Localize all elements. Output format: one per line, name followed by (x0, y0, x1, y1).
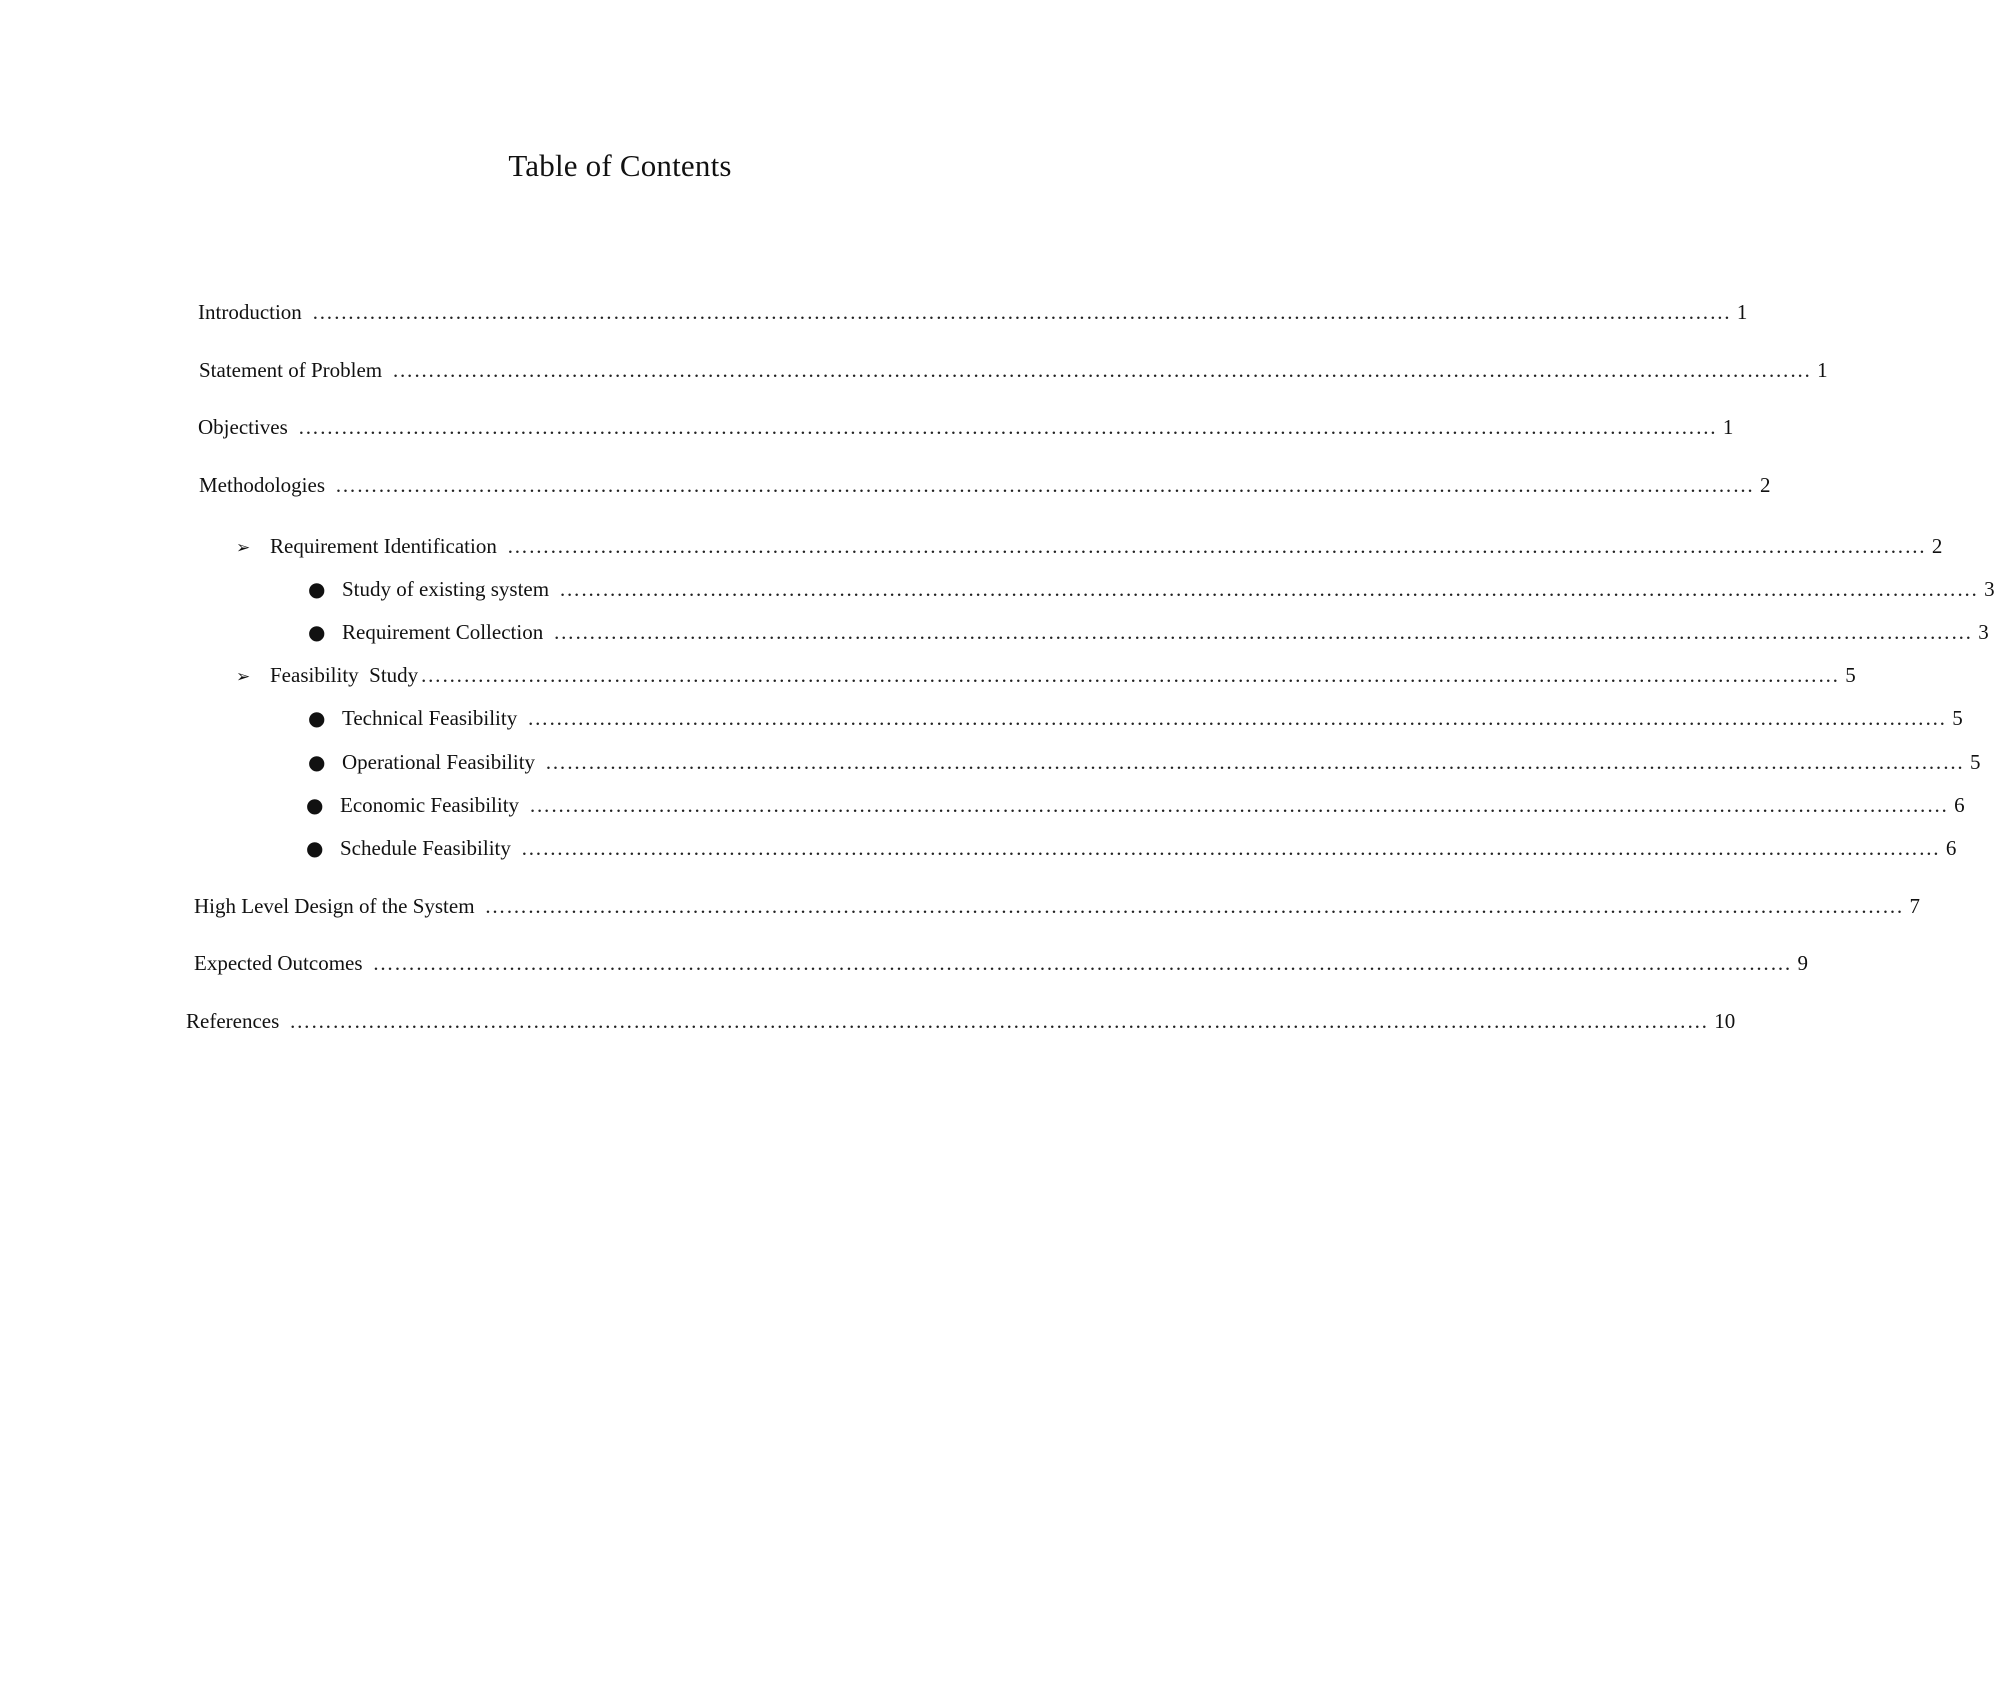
round-bullet-icon: ● (308, 577, 326, 601)
toc-page-number: 3 (1984, 577, 1995, 601)
toc-leader-dots: ……………………………………………………………………………………………………………………………………………………………………………… (297, 415, 1717, 439)
toc-entry-label: Economic Feasibility (340, 793, 520, 817)
toc-entry-label: References (186, 1009, 280, 1033)
toc-leader-dots: ……………………………………………………………………………………………………………………………………………………………………………… (484, 894, 1904, 918)
page-title: Table of Contents (508, 148, 732, 183)
toc-leader-dots: ……………………………………………………………………………………………………………………………………………………………………………… (553, 620, 1973, 644)
toc-leader-dots: ……………………………………………………………………………………………………………………………………………………………………………… (335, 473, 1754, 497)
round-bullet-icon: ● (306, 793, 324, 817)
toc-page-number: 1 (1736, 300, 1748, 324)
arrow-bullet-icon: ➢ (236, 667, 251, 687)
round-bullet-icon: ● (308, 620, 326, 644)
toc-leader-dots: ……………………………………………………………………………………………………………………………………………………………………………… (559, 577, 1979, 601)
toc-entry-requirement-identification (236, 532, 1943, 562)
round-bullet-icon: ● (308, 750, 326, 774)
toc-entry-label: Introduction (198, 300, 302, 324)
toc-entry-technical-feasibility (308, 704, 1963, 732)
toc-leader-dots: ……………………………………………………………………………………………………………………………………………………………………………… (392, 358, 1812, 382)
toc-entry-label: Feasibility Study (270, 663, 419, 687)
toc-entry-label: Statement of Problem (199, 358, 383, 382)
toc-entry-feasibility-study (236, 661, 1856, 691)
toc-entry-statement-of-problem (199, 356, 1828, 384)
toc-page-number: 9 (1797, 951, 1809, 975)
toc-entry-label: High Level Design of the System (194, 894, 475, 918)
toc-entry-economic-feasibility (306, 791, 1965, 819)
toc-entry-expected-outcomes (194, 949, 1809, 977)
toc-entry-label: Expected Outcomes (194, 951, 363, 975)
toc-page-number: 7 (1909, 894, 1921, 918)
toc-page-number: 6 (1945, 836, 1957, 860)
toc-leader-dots: ……………………………………………………………………………………………………………………………………………………………………………… (311, 300, 1731, 324)
toc-entry-label: Methodologies (199, 473, 325, 497)
toc-leader-dots: ……………………………………………………………………………………………………………………………………………………………………………… (506, 534, 1926, 558)
toc-entry-label: Requirement Identification (270, 534, 497, 558)
toc-leader-dots: ……………………………………………………………………………………………………………………………………………………………………………… (520, 836, 1940, 860)
toc-page-number: 6 (1954, 793, 1965, 817)
toc-entry-introduction (198, 298, 1748, 326)
toc-entry-references (186, 1007, 1736, 1035)
toc-entry-label: Operational Feasibility (342, 750, 536, 774)
toc-page-number: 5 (1952, 706, 1963, 730)
toc-leader-dots: ……………………………………………………………………………………………………………………………………………………………………………… (527, 706, 1947, 730)
toc-entry-requirement-collection (308, 618, 1989, 646)
toc-page-number: 5 (1845, 663, 1856, 687)
toc-page-number: 2 (1760, 473, 1771, 497)
toc-entry-label: Study of existing system (342, 577, 550, 601)
toc-page-number: 1 (1722, 415, 1734, 439)
toc-page-number: 3 (1978, 620, 1989, 644)
toc-entry-label: Requirement Collection (342, 620, 544, 644)
toc-page-number: 10 (1714, 1009, 1736, 1033)
toc-entry-high-level-design (194, 892, 1921, 920)
round-bullet-icon: ● (308, 706, 326, 730)
toc-leader-dots: ……………………………………………………………………………………………………………………………………………………………………………… (372, 951, 1792, 975)
toc-leader-dots: ……………………………………………………………………………………………………………………………………………………………………………… (529, 793, 1949, 817)
toc-leader-dots: ……………………………………………………………………………………………………………………………………………………………………………… (545, 750, 1965, 774)
toc-entry-methodologies (199, 471, 1771, 499)
toc-entry-label: Schedule Feasibility (340, 836, 511, 860)
toc-page-number: 1 (1817, 358, 1828, 382)
round-bullet-icon: ● (306, 836, 324, 860)
toc-entry-schedule-feasibility (306, 834, 1957, 862)
toc-leader-dots: ……………………………………………………………………………………………………………………………………………………………………………… (420, 663, 1840, 687)
toc-entry-study-of-existing-system (308, 575, 1995, 603)
toc-entry-operational-feasibility (308, 748, 1981, 776)
arrow-bullet-icon: ➢ (236, 538, 251, 558)
toc-entry-label: Technical Feasibility (342, 706, 518, 730)
toc-page-number: 5 (1970, 750, 1981, 774)
toc-entry-label: Objectives (198, 415, 288, 439)
toc-page-number: 2 (1931, 534, 1943, 558)
toc-entry-objectives (198, 413, 1734, 441)
toc-leader-dots: ……………………………………………………………………………………………………………………………………………………………………………… (289, 1009, 1709, 1033)
